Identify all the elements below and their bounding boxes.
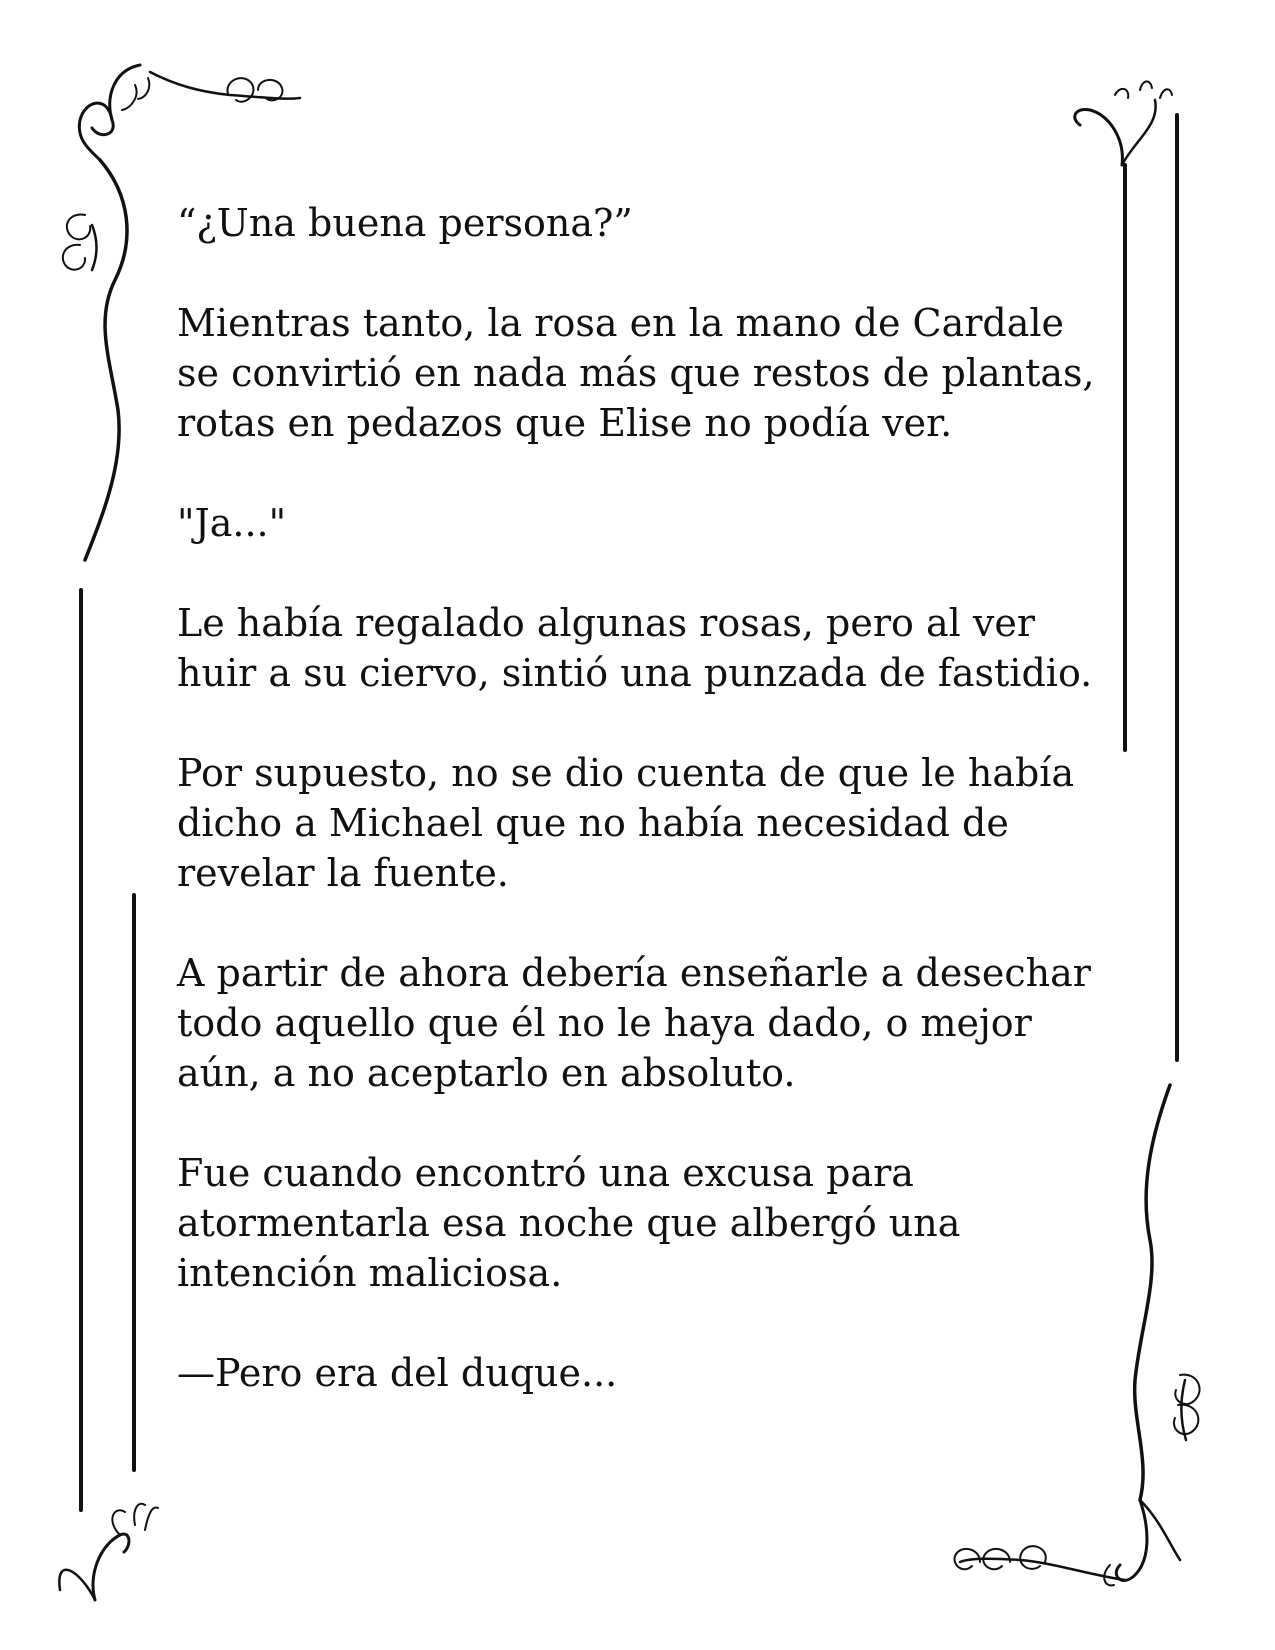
bottom-left-flourish bbox=[59, 1504, 158, 1600]
top-right-flourish bbox=[1075, 81, 1172, 165]
paragraph-8: —Pero era del duque... bbox=[177, 1351, 618, 1395]
story-text bbox=[177, 198, 1137, 1448]
paragraph-2: Mientras tanto, la rosa en la mano de Cardale se convirtió en nada más que restos de plantas, rotas en pedazos que Elise no podía ver. bbox=[177, 301, 1095, 445]
paragraph-7: Fue cuando encontró una excusa para atormentarla esa noche que albergó una intención maliciosa. bbox=[177, 1151, 961, 1295]
paragraph-5: Por supuesto, no se dio cuenta de que le había dicho a Michael que no había necesidad de revelar la fuente. bbox=[177, 751, 1075, 895]
paragraph-1: “¿Una buena persona?” bbox=[177, 201, 633, 245]
paragraph-4: Le había regalado algunas rosas, pero al ver huir a su ciervo, sintió una punzada de fastidio. bbox=[177, 601, 1093, 695]
paragraph-3: "Ja..." bbox=[177, 501, 287, 545]
paragraph-6: A partir de ahora debería enseñarle a desechar todo aquello que él no le haya dado, o mejor aún, a no aceptarlo en absoluto. bbox=[177, 951, 1091, 1095]
